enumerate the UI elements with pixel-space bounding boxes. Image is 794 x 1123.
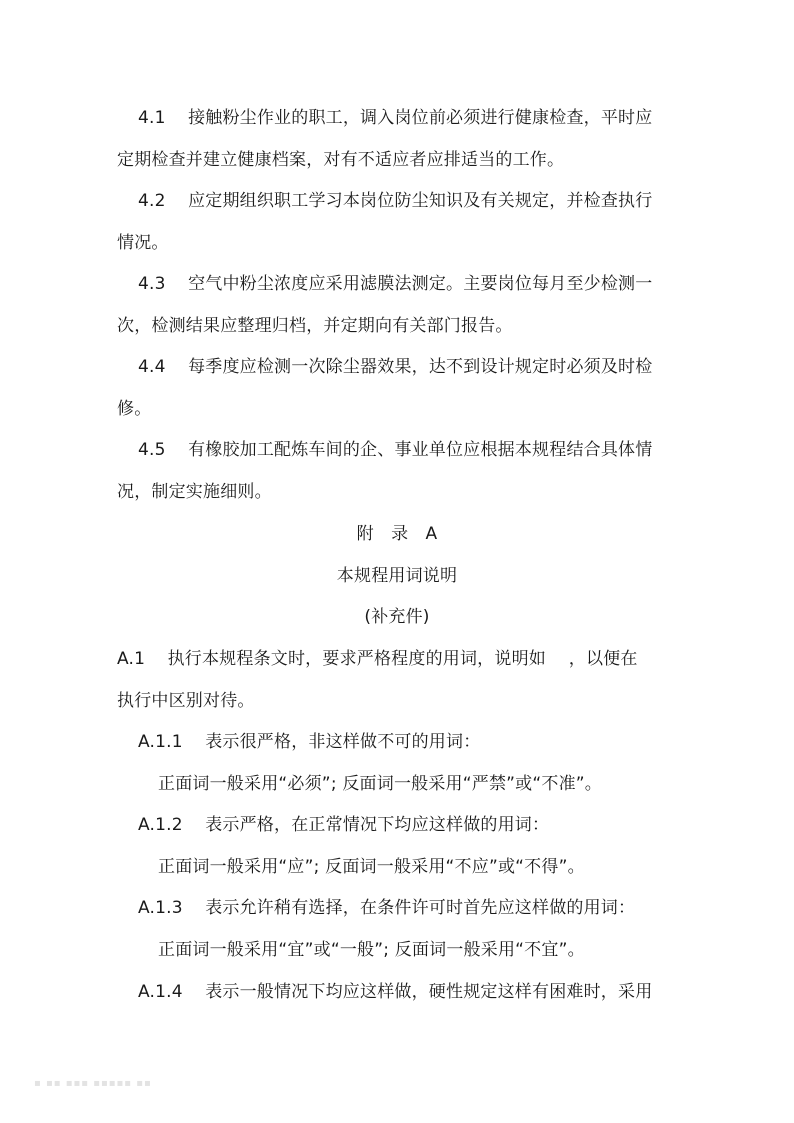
section-4-1-line1 <box>138 107 652 129</box>
section-4-5-line1 <box>138 439 652 461</box>
clause-a1-1-detail: 正面词一般采用“必须”; 反面词一般采用“严禁”或“不准”。 <box>158 774 602 794</box>
section-4-1-line2: 定期检查并建立健康档案，对有不适应者应排适当的工作。 <box>117 150 565 170</box>
section-4-2-line1 <box>138 190 652 212</box>
appendix-title: 本规程用词说明 <box>336 566 458 586</box>
clause-a1-3-detail: 正面词一般采用“宜”或“一般”; 反面词一般采用“不宜”。 <box>158 940 585 960</box>
clause-a1-line1 <box>117 648 638 670</box>
clause-a1-4 <box>138 981 652 1003</box>
section-4-3-line1 <box>138 273 652 295</box>
section-number: 4.4 <box>138 357 166 377</box>
section-number: 4.1 <box>138 108 166 128</box>
section-number: 4.3 <box>138 274 166 294</box>
clause-number: A.1.2 <box>138 815 183 835</box>
clause-number: A.1 <box>117 649 146 669</box>
appendix-subtitle: (补充件) <box>364 607 430 627</box>
section-number: 4.2 <box>138 191 166 211</box>
clause-number: A.1.4 <box>138 982 183 1002</box>
section-text: 空气中粉尘浓度应采用滤膜法测定。主要岗位每月至少检测一 <box>188 274 653 294</box>
clause-number: A.1.1 <box>138 732 183 752</box>
section-4-4-line2: 修。 <box>117 399 152 419</box>
clause-a1-3 <box>138 897 635 919</box>
section-4-2-line2: 情况。 <box>117 233 169 253</box>
clause-a1-2 <box>138 814 549 836</box>
section-number: 4.5 <box>138 440 166 460</box>
section-4-3-line2: 次，检测结果应整理归档，并定期向有关部门报告。 <box>117 316 513 336</box>
clause-text: 表示允许稍有选择，在条件许可时首先应这样做的用词： <box>205 898 636 918</box>
clause-a1-2-detail: 正面词一般采用“应”; 反面词一般采用“不应”或“不得”。 <box>158 857 585 877</box>
clause-text: 执行本规程条文时，要求严格程度的用词，说明如 ，以便在 <box>167 649 638 669</box>
clause-text: 表示很严格，非这样做不可的用词： <box>205 732 481 752</box>
footer-watermark: ▪ ▪▪ ▪▪▪ ▪▪▪▪▪ ▪▪ <box>34 1078 152 1089</box>
clause-text: 表示一般情况下均应这样做，硬性规定这样有困难时，采用 <box>205 982 653 1002</box>
clause-text: 表示严格，在正常情况下均应这样做的用词： <box>205 815 550 835</box>
section-text: 接触粉尘作业的职工，调入岗位前必须进行健康检查，平时应 <box>188 108 653 128</box>
section-text: 有橡胶加工配炼车间的企、事业单位应根据本规程结合具体情 <box>188 440 653 460</box>
clause-a1-line2: 执行中区别对待。 <box>117 691 255 711</box>
clause-a1-1 <box>138 731 480 753</box>
appendix-heading: 附 录 A <box>356 524 438 544</box>
section-4-5-line2: 况，制定实施细则。 <box>117 482 272 502</box>
section-text: 应定期组织职工学习本岗位防尘知识及有关规定，并检查执行 <box>188 191 653 211</box>
clause-number: A.1.3 <box>138 898 183 918</box>
section-4-4-line1 <box>138 356 652 378</box>
section-text: 每季度应检测一次除尘器效果，达不到设计规定时必须及时检 <box>188 357 653 377</box>
